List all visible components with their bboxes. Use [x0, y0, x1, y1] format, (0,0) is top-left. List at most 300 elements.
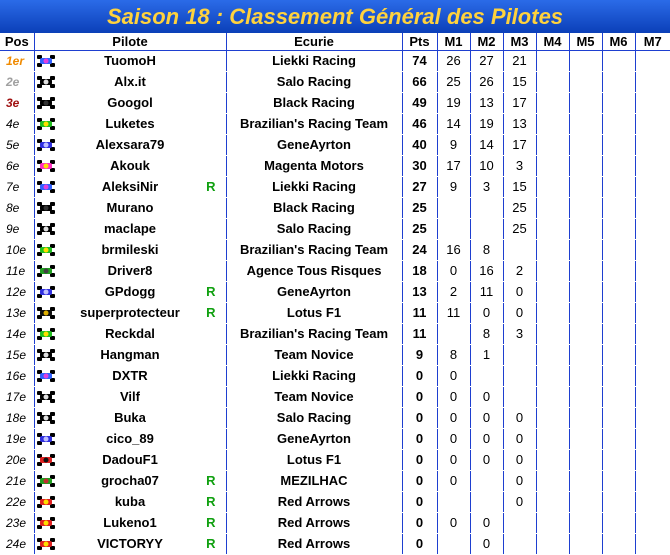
race-result-m1: 0 — [437, 387, 470, 408]
points: 0 — [402, 534, 437, 555]
race-result-m4 — [536, 429, 569, 450]
race-result-m4 — [536, 156, 569, 177]
race-result-m1: 0 — [437, 513, 470, 534]
pilot-cell — [34, 492, 226, 513]
race-result-m1: 0 — [437, 366, 470, 387]
pilot-cell — [34, 324, 226, 345]
kart-icon — [37, 349, 55, 361]
pilot-name: GPdogg — [104, 284, 156, 299]
pilot-name: Alexsara79 — [95, 137, 165, 152]
points: 27 — [402, 177, 437, 198]
points: 30 — [402, 156, 437, 177]
race-result-m7 — [635, 450, 670, 471]
team-name: GeneAyrton — [226, 282, 402, 303]
points: 24 — [402, 240, 437, 261]
table-row — [0, 282, 670, 303]
pilot-name: DadouF1 — [102, 452, 158, 467]
header-m6: M6 — [602, 33, 635, 51]
race-result-m4 — [536, 324, 569, 345]
race-result-m7 — [635, 93, 670, 114]
race-result-m4 — [536, 534, 569, 555]
team-name: Brazilian's Racing Team — [226, 240, 402, 261]
race-result-m6 — [602, 135, 635, 156]
header-pts: Pts — [402, 33, 437, 51]
pilot-name: AleksiNir — [101, 179, 159, 194]
points: 11 — [402, 324, 437, 345]
race-result-m7 — [635, 114, 670, 135]
pilot-cell — [34, 261, 226, 282]
rookie-badge: R — [206, 536, 216, 551]
table-row — [0, 492, 670, 513]
race-result-m1: 9 — [437, 135, 470, 156]
team-name: Red Arrows — [226, 534, 402, 555]
race-result-m1: 0 — [437, 261, 470, 282]
team-name: Magenta Motors — [226, 156, 402, 177]
race-result-m5 — [569, 303, 602, 324]
race-result-m1: 0 — [437, 450, 470, 471]
race-result-m6 — [602, 492, 635, 513]
race-result-m5 — [569, 261, 602, 282]
position: 22e — [0, 492, 34, 513]
race-result-m3: 25 — [503, 198, 536, 219]
kart-icon — [37, 139, 55, 151]
position: 17e — [0, 387, 34, 408]
team-name: Liekki Racing — [226, 177, 402, 198]
race-result-m6 — [602, 324, 635, 345]
table-row — [0, 135, 670, 156]
team-name: Lotus F1 — [226, 450, 402, 471]
table-row — [0, 93, 670, 114]
pilot-name: grocha07 — [101, 473, 159, 488]
race-result-m6 — [602, 303, 635, 324]
position: 18e — [0, 408, 34, 429]
header-m2: M2 — [470, 33, 503, 51]
pilot-cell — [34, 93, 226, 114]
points: 0 — [402, 408, 437, 429]
race-result-m1: 9 — [437, 177, 470, 198]
race-result-m2: 0 — [470, 429, 503, 450]
race-result-m4 — [536, 72, 569, 93]
race-result-m7 — [635, 387, 670, 408]
points: 9 — [402, 345, 437, 366]
kart-icon — [37, 244, 55, 256]
race-result-m4 — [536, 219, 569, 240]
position: 2e — [0, 72, 34, 93]
race-result-m2: 0 — [470, 303, 503, 324]
position: 20e — [0, 450, 34, 471]
kart-icon — [37, 97, 55, 109]
race-result-m5 — [569, 72, 602, 93]
race-result-m7 — [635, 198, 670, 219]
race-result-m2: 26 — [470, 72, 503, 93]
kart-icon — [37, 517, 55, 529]
points: 18 — [402, 261, 437, 282]
position: 13e — [0, 303, 34, 324]
rookie-badge: R — [206, 305, 216, 320]
points: 0 — [402, 492, 437, 513]
kart-icon — [37, 391, 55, 403]
pilot-name: superprotecteur — [80, 305, 180, 320]
race-result-m3: 3 — [503, 156, 536, 177]
race-result-m4 — [536, 387, 569, 408]
pilot-cell — [34, 114, 226, 135]
race-result-m1 — [437, 198, 470, 219]
kart-icon — [37, 328, 55, 340]
race-result-m4 — [536, 135, 569, 156]
race-result-m3 — [503, 387, 536, 408]
race-result-m6 — [602, 471, 635, 492]
table-row — [0, 51, 670, 72]
points: 11 — [402, 303, 437, 324]
race-result-m7 — [635, 261, 670, 282]
race-result-m3 — [503, 366, 536, 387]
race-result-m6 — [602, 534, 635, 555]
pilot-cell — [34, 513, 226, 534]
team-name: Red Arrows — [226, 492, 402, 513]
race-result-m5 — [569, 240, 602, 261]
race-result-m7 — [635, 135, 670, 156]
race-result-m6 — [602, 93, 635, 114]
race-result-m2: 3 — [470, 177, 503, 198]
race-result-m6 — [602, 450, 635, 471]
pilot-name: Luketes — [105, 116, 155, 131]
position: 12e — [0, 282, 34, 303]
race-result-m7 — [635, 324, 670, 345]
race-result-m7 — [635, 345, 670, 366]
race-result-m1: 25 — [437, 72, 470, 93]
race-result-m3: 15 — [503, 72, 536, 93]
position: 15e — [0, 345, 34, 366]
race-result-m1 — [437, 219, 470, 240]
team-name: Agence Tous Risques — [226, 261, 402, 282]
race-result-m5 — [569, 282, 602, 303]
table-row — [0, 198, 670, 219]
pilot-name: DXTR — [112, 368, 148, 383]
race-result-m3 — [503, 534, 536, 555]
page-title: Saison 18 : Classement Général des Pilotes — [0, 0, 670, 33]
race-result-m2: 8 — [470, 324, 503, 345]
header-m5: M5 — [569, 33, 602, 51]
race-result-m2: 0 — [470, 450, 503, 471]
team-name: Lotus F1 — [226, 303, 402, 324]
kart-icon — [37, 265, 55, 277]
points: 25 — [402, 219, 437, 240]
race-result-m1: 8 — [437, 345, 470, 366]
race-result-m7 — [635, 240, 670, 261]
position: 16e — [0, 366, 34, 387]
race-result-m4 — [536, 345, 569, 366]
race-result-m2: 16 — [470, 261, 503, 282]
race-result-m2: 8 — [470, 240, 503, 261]
race-result-m1: 11 — [437, 303, 470, 324]
race-result-m2: 14 — [470, 135, 503, 156]
position: 3e — [0, 93, 34, 114]
race-result-m2: 11 — [470, 282, 503, 303]
race-result-m7 — [635, 429, 670, 450]
pilot-cell — [34, 72, 226, 93]
header-m7: M7 — [635, 33, 670, 51]
pilot-name: Akouk — [110, 158, 150, 173]
race-result-m4 — [536, 177, 569, 198]
race-result-m3: 25 — [503, 219, 536, 240]
pilot-name: Murano — [106, 200, 154, 215]
race-result-m7 — [635, 282, 670, 303]
table-row — [0, 450, 670, 471]
race-result-m5 — [569, 408, 602, 429]
table-row — [0, 429, 670, 450]
team-name: MEZILHAC — [226, 471, 402, 492]
kart-icon — [37, 55, 55, 67]
team-name: Salo Racing — [226, 72, 402, 93]
race-result-m7 — [635, 72, 670, 93]
race-result-m4 — [536, 282, 569, 303]
race-result-m6 — [602, 51, 635, 72]
points: 0 — [402, 366, 437, 387]
race-result-m3: 0 — [503, 429, 536, 450]
pilot-name: cico_89 — [106, 431, 154, 446]
pilot-name: VICTORYY — [97, 536, 163, 551]
team-name: Salo Racing — [226, 219, 402, 240]
points: 40 — [402, 135, 437, 156]
race-result-m6 — [602, 198, 635, 219]
position: 1er — [0, 51, 34, 72]
kart-icon — [37, 475, 55, 487]
rookie-badge: R — [206, 284, 216, 299]
kart-icon — [37, 76, 55, 88]
race-result-m4 — [536, 240, 569, 261]
race-result-m1: 2 — [437, 282, 470, 303]
race-result-m5 — [569, 177, 602, 198]
table-row — [0, 324, 670, 345]
race-result-m1: 0 — [437, 429, 470, 450]
race-result-m2: 27 — [470, 51, 503, 72]
race-result-m5 — [569, 93, 602, 114]
points: 0 — [402, 471, 437, 492]
position: 19e — [0, 429, 34, 450]
race-result-m6 — [602, 219, 635, 240]
pilot-cell — [34, 450, 226, 471]
table-row — [0, 177, 670, 198]
race-result-m3: 0 — [503, 408, 536, 429]
pilot-cell — [34, 156, 226, 177]
pilot-cell — [34, 177, 226, 198]
race-result-m2 — [470, 219, 503, 240]
pilot-cell — [34, 471, 226, 492]
position: 14e — [0, 324, 34, 345]
table-row — [0, 387, 670, 408]
race-result-m1: 19 — [437, 93, 470, 114]
position: 11e — [0, 261, 34, 282]
race-result-m2 — [470, 198, 503, 219]
race-result-m4 — [536, 51, 569, 72]
race-result-m7 — [635, 408, 670, 429]
race-result-m3: 0 — [503, 282, 536, 303]
position: 21e — [0, 471, 34, 492]
race-result-m7 — [635, 492, 670, 513]
pilot-name: Googol — [107, 95, 153, 110]
position: 7e — [0, 177, 34, 198]
team-name: Salo Racing — [226, 408, 402, 429]
points: 49 — [402, 93, 437, 114]
rookie-badge: R — [206, 515, 216, 530]
race-result-m5 — [569, 429, 602, 450]
race-result-m2: 0 — [470, 408, 503, 429]
race-result-m4 — [536, 471, 569, 492]
team-name: Black Racing — [226, 198, 402, 219]
race-result-m4 — [536, 408, 569, 429]
race-result-m3: 0 — [503, 450, 536, 471]
race-result-m1: 17 — [437, 156, 470, 177]
pilot-name: brmileski — [101, 242, 159, 257]
table-row — [0, 345, 670, 366]
kart-icon — [37, 454, 55, 466]
race-result-m6 — [602, 114, 635, 135]
kart-icon — [37, 160, 55, 172]
race-result-m6 — [602, 177, 635, 198]
kart-icon — [37, 538, 55, 550]
kart-icon — [37, 307, 55, 319]
position: 6e — [0, 156, 34, 177]
race-result-m2: 10 — [470, 156, 503, 177]
race-result-m1 — [437, 324, 470, 345]
team-name: GeneAyrton — [226, 429, 402, 450]
header-pilot: Pilote — [34, 33, 226, 51]
race-result-m7 — [635, 303, 670, 324]
position: 4e — [0, 114, 34, 135]
header-m3: M3 — [503, 33, 536, 51]
team-name: Black Racing — [226, 93, 402, 114]
pilot-cell — [34, 282, 226, 303]
pilot-name: Driver8 — [107, 263, 153, 278]
team-name: Liekki Racing — [226, 51, 402, 72]
points: 0 — [402, 513, 437, 534]
pilot-name: Hangman — [100, 347, 160, 362]
pilot-name: Reckdal — [105, 326, 155, 341]
table-row — [0, 534, 670, 555]
race-result-m7 — [635, 534, 670, 555]
race-result-m1: 26 — [437, 51, 470, 72]
race-result-m5 — [569, 492, 602, 513]
pilot-cell — [34, 303, 226, 324]
table-row — [0, 408, 670, 429]
pilot-cell — [34, 219, 226, 240]
race-result-m3: 3 — [503, 324, 536, 345]
rookie-badge: R — [206, 179, 216, 194]
race-result-m2: 1 — [470, 345, 503, 366]
race-result-m7 — [635, 471, 670, 492]
race-result-m6 — [602, 282, 635, 303]
race-result-m2: 13 — [470, 93, 503, 114]
race-result-m4 — [536, 93, 569, 114]
pilot-cell — [34, 366, 226, 387]
header-m1: M1 — [437, 33, 470, 51]
pilot-name: Buka — [114, 410, 146, 425]
race-result-m6 — [602, 429, 635, 450]
race-result-m1: 16 — [437, 240, 470, 261]
race-result-m6 — [602, 72, 635, 93]
table-row — [0, 513, 670, 534]
table-row — [0, 219, 670, 240]
position: 10e — [0, 240, 34, 261]
race-result-m2 — [470, 366, 503, 387]
race-result-m4 — [536, 303, 569, 324]
race-result-m6 — [602, 366, 635, 387]
kart-icon — [37, 412, 55, 424]
points: 0 — [402, 450, 437, 471]
pilot-cell — [34, 387, 226, 408]
race-result-m3: 2 — [503, 261, 536, 282]
race-result-m6 — [602, 240, 635, 261]
team-name: Brazilian's Racing Team — [226, 114, 402, 135]
kart-icon — [37, 496, 55, 508]
race-result-m4 — [536, 492, 569, 513]
points: 13 — [402, 282, 437, 303]
race-result-m3 — [503, 240, 536, 261]
pilot-name: TuomoH — [104, 53, 156, 68]
kart-icon — [37, 118, 55, 130]
points: 46 — [402, 114, 437, 135]
table-row — [0, 366, 670, 387]
position: 24e — [0, 534, 34, 555]
race-result-m7 — [635, 513, 670, 534]
race-result-m5 — [569, 513, 602, 534]
table-row — [0, 303, 670, 324]
race-result-m2 — [470, 471, 503, 492]
race-result-m3: 21 — [503, 51, 536, 72]
race-result-m7 — [635, 156, 670, 177]
pilot-cell — [34, 345, 226, 366]
header-row — [0, 33, 670, 51]
race-result-m4 — [536, 114, 569, 135]
pilot-name: Vilf — [120, 389, 140, 404]
table-row — [0, 156, 670, 177]
race-result-m1: 0 — [437, 408, 470, 429]
rookie-badge: R — [206, 494, 216, 509]
position: 23e — [0, 513, 34, 534]
kart-icon — [37, 223, 55, 235]
race-result-m6 — [602, 345, 635, 366]
race-result-m6 — [602, 156, 635, 177]
kart-icon — [37, 433, 55, 445]
pilot-name: Lukeno1 — [103, 515, 157, 530]
race-result-m3: 15 — [503, 177, 536, 198]
position: 5e — [0, 135, 34, 156]
race-result-m1: 14 — [437, 114, 470, 135]
standings-table — [0, 33, 670, 555]
race-result-m1 — [437, 534, 470, 555]
race-result-m1 — [437, 492, 470, 513]
pilot-name: Alx.it — [114, 74, 146, 89]
team-name: Red Arrows — [226, 513, 402, 534]
race-result-m5 — [569, 450, 602, 471]
race-result-m3: 0 — [503, 303, 536, 324]
race-result-m5 — [569, 534, 602, 555]
race-result-m3: 13 — [503, 114, 536, 135]
race-result-m3: 0 — [503, 471, 536, 492]
pilot-cell — [34, 51, 226, 72]
race-result-m1: 0 — [437, 471, 470, 492]
race-result-m7 — [635, 51, 670, 72]
race-result-m3 — [503, 513, 536, 534]
position: 8e — [0, 198, 34, 219]
race-result-m4 — [536, 450, 569, 471]
race-result-m5 — [569, 135, 602, 156]
points: 25 — [402, 198, 437, 219]
race-result-m7 — [635, 177, 670, 198]
position: 9e — [0, 219, 34, 240]
race-result-m6 — [602, 261, 635, 282]
points: 66 — [402, 72, 437, 93]
